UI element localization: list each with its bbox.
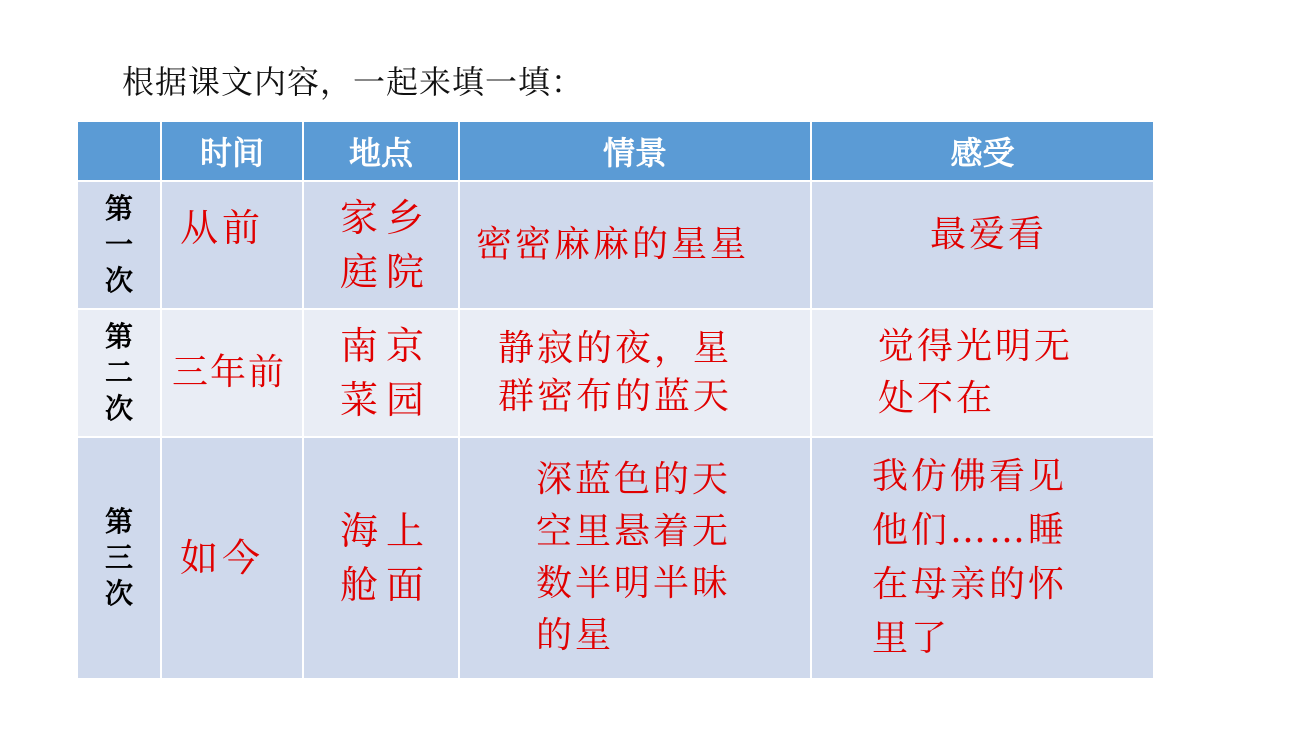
table-row [77,181,1154,309]
feeling-cell: 觉得光明无处不在 [811,309,1154,437]
feeling-cell: 我仿佛看见他们……睡在母亲的怀里了 [811,437,1154,679]
scene-cell: 深蓝色的天空里悬着无数半明半昧的星 [459,437,811,679]
header-scene: 情景 [459,121,811,181]
place-cell: 海上舱面 [303,437,459,679]
slide-title: 根据课文内容，一起来填一填： [122,63,585,101]
row-label: 第三次 [77,437,161,679]
scene-cell: 密密麻麻的星星 [459,181,811,309]
header-place: 地点 [303,121,459,181]
table-header-row [77,121,1154,181]
time-cell: 如今 [161,437,303,679]
row-label: 第二次 [77,309,161,437]
table-row [77,309,1154,437]
header-corner [77,121,161,181]
table-row [77,437,1154,679]
fill-in-table [76,120,1155,680]
scene-cell: 静寂的夜，星群密布的蓝天 [459,309,811,437]
place-cell: 家乡庭院 [303,181,459,309]
header-time: 时间 [161,121,303,181]
feeling-cell: 最爱看 [811,181,1154,309]
place-cell: 南京菜园 [303,309,459,437]
time-cell: 从前 [161,181,303,309]
time-cell: 三年前 [161,309,303,437]
row-label: 第一次 [77,181,161,309]
header-feeling: 感受 [811,121,1154,181]
